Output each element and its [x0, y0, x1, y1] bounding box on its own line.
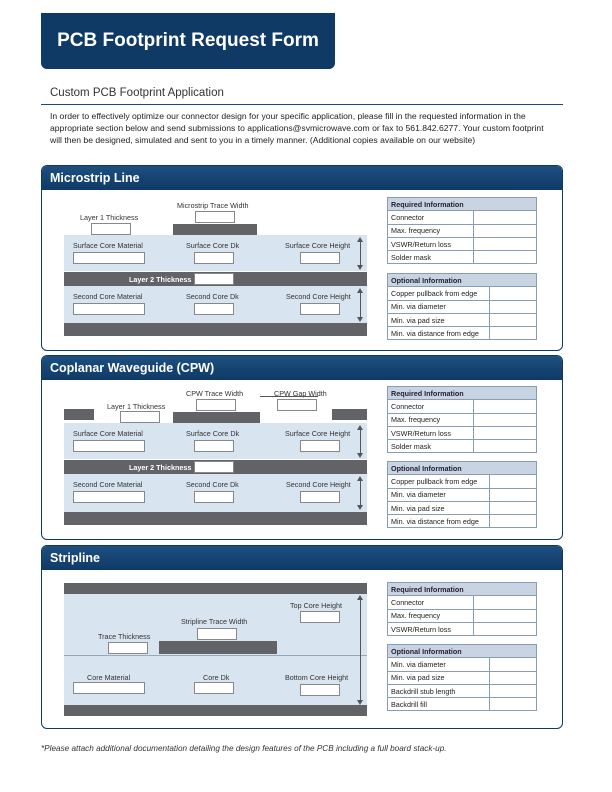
cpw-second-height-arrow: [360, 479, 361, 506]
connector-field[interactable]: [474, 596, 537, 609]
microstrip-second-height-field[interactable]: [300, 303, 340, 315]
stripline-top-height-field[interactable]: [300, 611, 340, 623]
page-title: PCB Footprint Request Form: [41, 13, 335, 69]
table-header: Required Information: [388, 387, 537, 400]
stripline-midline: [64, 655, 367, 656]
stripline-height-arrow: [360, 599, 361, 701]
via-pad-field[interactable]: [490, 313, 537, 326]
cpw-surface-material-label: Surface Core Material: [73, 429, 143, 438]
stripline-trace-thickness-label: Trace Thickness: [98, 632, 151, 641]
solder-mask-field[interactable]: [474, 251, 537, 264]
stripline-heading: Stripline: [42, 546, 562, 570]
microstrip-trace-width-label: Microstrip Trace Width: [177, 201, 249, 210]
field-label: Min. via pad size: [388, 313, 490, 326]
microstrip-second-height-label: Second Core Height: [286, 292, 351, 301]
cpw-gap-width-label: CPW Gap Width: [274, 389, 327, 398]
field-label: Connector: [388, 211, 474, 224]
cpw-optional-table: [387, 461, 537, 528]
stripline-top-height-label: Top Core Height: [290, 601, 342, 610]
stripline-bottom-height-label: Bottom Core Height: [285, 673, 349, 682]
cpw-surface-height-label: Surface Core Height: [285, 429, 351, 438]
microstrip-second-material-field[interactable]: [73, 303, 145, 315]
backdrill-fill-field[interactable]: [490, 698, 537, 711]
field-label: Connector: [388, 400, 474, 413]
field-label: Min. via diameter: [388, 300, 490, 313]
copper-pullback-field[interactable]: [490, 287, 537, 300]
stripline-trace-width-field[interactable]: [197, 628, 237, 640]
connector-field[interactable]: [474, 211, 537, 224]
cpw-second-material-field[interactable]: [73, 491, 145, 503]
vswr-field[interactable]: [474, 622, 537, 635]
field-label: Min. via pad size: [388, 501, 490, 514]
stripline-trace-width-label: Stripline Trace Width: [181, 617, 248, 626]
stripline-core-material-field[interactable]: [73, 682, 145, 694]
via-diameter-field[interactable]: [490, 658, 537, 671]
microstrip-second-material-label: Second Core Material: [73, 292, 143, 301]
microstrip-required-table: [387, 197, 537, 264]
via-distance-field[interactable]: [490, 327, 537, 340]
cpw-layer2-field[interactable]: [194, 461, 234, 473]
cpw-surface-height-field[interactable]: [300, 440, 340, 452]
field-label: VSWR/Return loss: [388, 622, 474, 635]
arrow-up-icon: [357, 595, 363, 600]
microstrip-second-height-arrow: [360, 291, 361, 318]
via-diameter-field[interactable]: [490, 300, 537, 313]
microstrip-surface-height-field[interactable]: [300, 252, 340, 264]
stripline-trace: [159, 641, 277, 654]
arrow-down-icon: [357, 317, 363, 322]
cpw-right-ground: [332, 409, 367, 420]
microstrip-trace: [173, 224, 257, 235]
cpw-ground: [64, 512, 367, 525]
footnote: *Please attach additional documentation detailing the design features of the PCB including a full board stack-up.: [41, 744, 447, 753]
cpw-heading: Coplanar Waveguide (CPW): [42, 356, 562, 380]
vswr-field[interactable]: [474, 426, 537, 439]
arrow-down-icon: [357, 265, 363, 270]
microstrip-trace-width-field[interactable]: [195, 211, 235, 223]
arrow-up-icon: [357, 425, 363, 430]
cpw-left-ground: [64, 409, 94, 420]
table-header: Optional Information: [388, 462, 537, 475]
cpw-second-height-field[interactable]: [300, 491, 340, 503]
arrow-down-icon: [357, 505, 363, 510]
backdrill-stub-field[interactable]: [490, 684, 537, 697]
field-label: VSWR/Return loss: [388, 237, 474, 250]
field-label: Min. via diameter: [388, 488, 490, 501]
via-distance-field[interactable]: [490, 515, 537, 528]
field-label: Backdrill stub length: [388, 684, 490, 697]
cpw-trace-width-field[interactable]: [196, 399, 236, 411]
connector-field[interactable]: [474, 400, 537, 413]
stripline-bottom-height-field[interactable]: [300, 684, 340, 696]
microstrip-heading: Microstrip Line: [42, 166, 562, 190]
stripline-trace-thickness-field[interactable]: [108, 642, 148, 654]
microstrip-surface-height-label: Surface Core Height: [285, 241, 351, 250]
copper-pullback-field[interactable]: [490, 475, 537, 488]
microstrip-second-dk-field[interactable]: [194, 303, 234, 315]
max-frequency-field[interactable]: [474, 224, 537, 237]
microstrip-ground: [64, 323, 367, 336]
microstrip-second-dk-label: Second Core Dk: [186, 292, 239, 301]
cpw-second-dk-label: Second Core Dk: [186, 480, 239, 489]
via-diameter-field[interactable]: [490, 488, 537, 501]
field-label: Solder mask: [388, 440, 474, 453]
cpw-section: [41, 355, 563, 540]
microstrip-optional-table: [387, 273, 537, 340]
table-header: Optional Information: [388, 274, 537, 287]
cpw-trace-width-label: CPW Trace Width: [186, 389, 244, 398]
stripline-optional-table: [387, 644, 537, 711]
table-header: Optional Information: [388, 645, 537, 658]
solder-mask-field[interactable]: [474, 440, 537, 453]
stripline-required-table: [387, 582, 537, 636]
cpw-required-table: [387, 386, 537, 453]
arrow-up-icon: [357, 476, 363, 481]
cpw-trace: [173, 412, 260, 423]
microstrip-layer1-label: Layer 1 Thickness: [80, 213, 139, 222]
cpw-layer2-label: Layer 2 Thickness: [129, 463, 192, 472]
microstrip-surface-dk-field[interactable]: [194, 252, 234, 264]
microstrip-surface-dk-label: Surface Core Dk: [186, 241, 240, 250]
table-header: Required Information: [388, 583, 537, 596]
field-label: Max. frequency: [388, 224, 474, 237]
stripline-core-dk-label: Core Dk: [203, 673, 230, 682]
field-label: Max. frequency: [388, 413, 474, 426]
microstrip-section: [41, 165, 563, 351]
cpw-second-dk-field[interactable]: [194, 491, 234, 503]
cpw-second-height-label: Second Core Height: [286, 480, 351, 489]
vswr-field[interactable]: [474, 237, 537, 250]
cpw-second-material-label: Second Core Material: [73, 480, 143, 489]
microstrip-surface-material-field[interactable]: [73, 252, 145, 264]
stripline-core-dk-field[interactable]: [194, 682, 234, 694]
arrow-down-icon: [357, 453, 363, 458]
field-label: Max. frequency: [388, 609, 474, 622]
stripline-top-ground: [64, 583, 367, 594]
field-label: VSWR/Return loss: [388, 426, 474, 439]
microstrip-layer1-field[interactable]: [91, 223, 131, 235]
arrow-up-icon: [357, 237, 363, 242]
max-frequency-field[interactable]: [474, 413, 537, 426]
cpw-surface-material-field[interactable]: [73, 440, 145, 452]
cpw-surface-dk-label: Surface Core Dk: [186, 429, 240, 438]
stripline-section: [41, 545, 563, 729]
form-subtitle: Custom PCB Footprint Application: [50, 87, 224, 99]
field-label: Min. via distance from edge: [388, 327, 490, 340]
max-frequency-field[interactable]: [474, 609, 537, 622]
field-label: Copper pullback from edge: [388, 475, 490, 488]
field-label: Min. via distance from edge: [388, 515, 490, 528]
divider: [41, 104, 563, 105]
cpw-gap-width-field[interactable]: [277, 399, 317, 411]
cpw-layer1-label: Layer 1 Thickness: [107, 402, 166, 411]
via-pad-field[interactable]: [490, 501, 537, 514]
field-label: Min. via pad size: [388, 671, 490, 684]
cpw-surface-dk-field[interactable]: [194, 440, 234, 452]
field-label: Solder mask: [388, 251, 474, 264]
field-label: Connector: [388, 596, 474, 609]
cpw-gap-arrow: [260, 396, 318, 397]
cpw-layer1-field[interactable]: [120, 411, 160, 423]
intro-text: In order to effectively optimize our connector design for your specific application, please fill in the requested information in the appropriate section below and send submissions to applications@svmicrowave.com or fax to 561.842.6277. Your custom footprint will then be designed, simulated and sent to you in a timely manner. (Additional copies available on our website): [50, 111, 544, 145]
microstrip-surface-material-label: Surface Core Material: [73, 241, 143, 250]
field-label: Backdrill fill: [388, 698, 490, 711]
cpw-surface-height-arrow: [360, 428, 361, 454]
stripline-core-material-label: Core Material: [87, 673, 131, 682]
field-label: Min. via diameter: [388, 658, 490, 671]
stripline-bottom-ground: [64, 705, 367, 716]
via-pad-field[interactable]: [490, 671, 537, 684]
microstrip-layer2-label: Layer 2 Thickness: [129, 275, 192, 284]
field-label: Copper pullback from edge: [388, 287, 490, 300]
microstrip-layer2-field[interactable]: [194, 273, 234, 285]
arrow-up-icon: [357, 288, 363, 293]
table-header: Required Information: [388, 198, 537, 211]
microstrip-surface-height-arrow: [360, 240, 361, 266]
